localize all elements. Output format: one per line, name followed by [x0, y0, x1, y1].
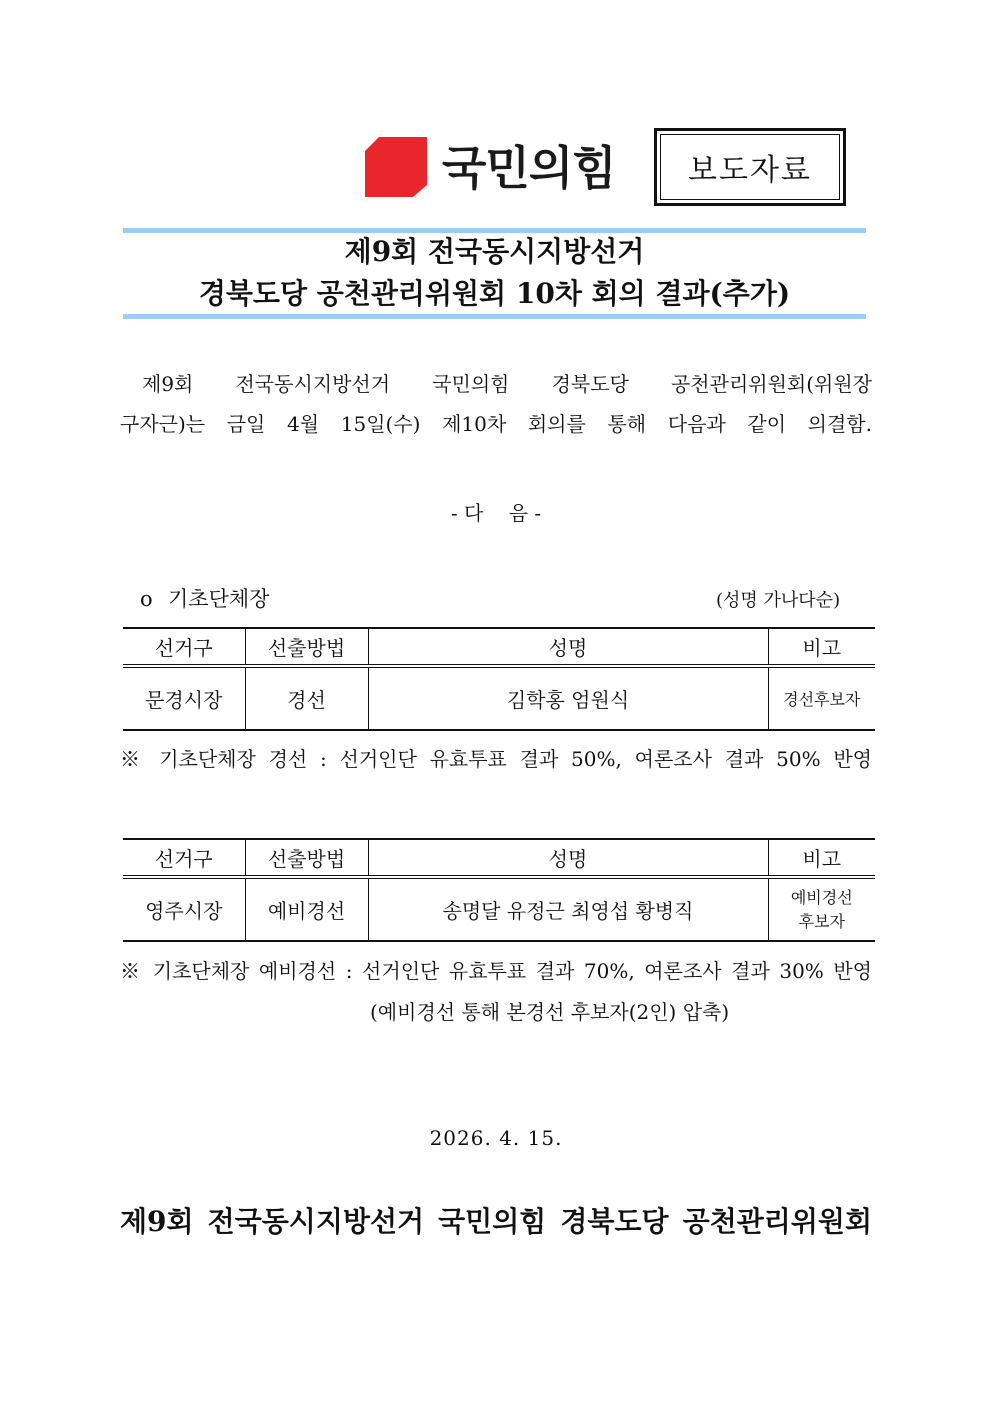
party-logo-text: 국민의힘 [442, 141, 616, 195]
header-remark: 비고 [768, 628, 875, 666]
candidate-table-1 [123, 627, 875, 731]
note-1-text: ※ 기초단체장 경선 : 선거인단 유효투표 결과 50%, 여론조사 결과 50% 반영 [120, 747, 872, 771]
cell-district: 영주시장 [123, 877, 245, 941]
cell-method: 예비경선 [245, 877, 368, 941]
intro-paragraph [120, 366, 872, 442]
header-method: 선출방법 [245, 839, 368, 877]
note-1 [120, 743, 872, 775]
table-header-row [123, 628, 875, 666]
cell-names: 김학홍 엄원식 [368, 666, 768, 730]
press-release-text: 보도자료 [688, 153, 812, 188]
header-remark: 비고 [768, 839, 875, 877]
note-2-line-2: (예비경선 통해 본경선 후보자(2인) 압축) [370, 1000, 730, 1024]
header-district: 선거구 [123, 839, 245, 877]
note-2 [120, 955, 872, 987]
press-release-label [654, 128, 846, 206]
party-logo-icon [365, 137, 427, 197]
cell-names: 송명달 유정근 최영섭 황병직 [368, 877, 768, 941]
note-2-line-1: ※ 기초단체장 예비경선 : 선거인단 유효투표 결과 70%, 여론조사 결과 30% 반영 [120, 959, 872, 983]
cell-remark-line-1: 예비경선 [790, 887, 853, 907]
table-header-row [123, 839, 875, 877]
issuer-footer: 제9회 전국동시지방선거 국민의힘 경북도당 공천관리위원회 [120, 1205, 872, 1238]
section-heading [140, 583, 269, 613]
cell-remark: 경선후보자 [768, 666, 875, 730]
title-line-2: 경북도당 공천관리위원회 10차 회의 결과(추가) [198, 277, 791, 310]
candidate-table-2 [123, 838, 875, 942]
header-district: 선거구 [123, 628, 245, 666]
cell-method: 경선 [245, 666, 368, 730]
release-date: 2026. 4. 15. [429, 1126, 563, 1150]
title-line-1: 제9회 전국동시지방선거 [344, 235, 645, 268]
cell-remark-line-2: 후보자 [798, 911, 845, 931]
header-name: 성명 [368, 839, 768, 877]
header-method: 선출방법 [245, 628, 368, 666]
intro-line-2: 구자근)는 금일 4월 15일(수) 제10차 회의를 통해 다음과 같이 의결함. [120, 412, 872, 436]
separator-heading: - 다 음 - [450, 501, 542, 525]
title-rule-bottom [123, 314, 866, 319]
section-bullet: o [140, 587, 153, 611]
name-order-note: (성명 가나다순) [716, 590, 841, 611]
intro-line-1: 제9회 전국동시지방선거 국민의힘 경북도당 공천관리위원회(위원장 [142, 372, 872, 396]
cell-district: 문경시장 [123, 666, 245, 730]
section-title: 기초단체장 [168, 587, 270, 611]
table-row [123, 666, 875, 730]
cell-remark [768, 877, 875, 941]
table-row [123, 877, 875, 941]
header-name: 성명 [368, 628, 768, 666]
